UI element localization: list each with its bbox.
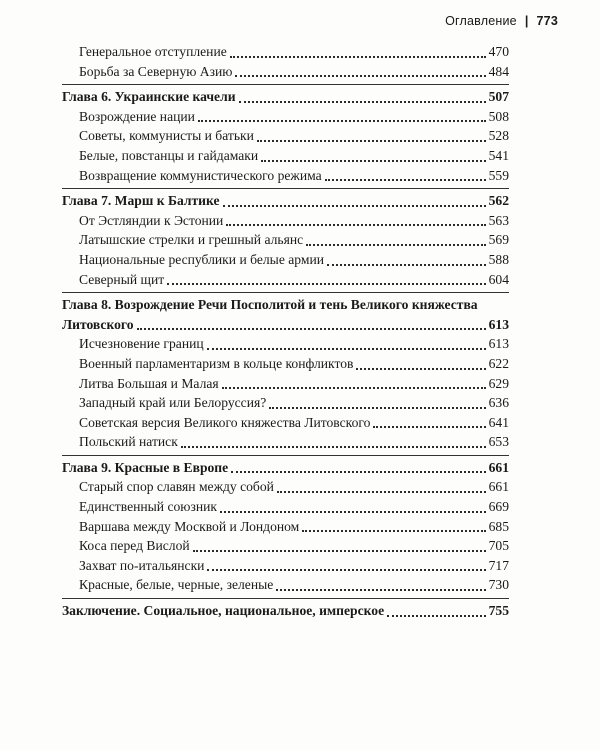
- toc-chapter-8: Литовского 613: [62, 316, 509, 332]
- dot-leader: [167, 283, 485, 285]
- toc-entry: Генеральное отступление 470: [79, 44, 509, 59]
- chapter-divider: [62, 598, 509, 599]
- dot-leader: [239, 101, 486, 103]
- dot-leader: [222, 387, 486, 389]
- dot-leader: [230, 56, 486, 58]
- dot-leader: [231, 471, 485, 473]
- chapter-divider: [62, 188, 509, 189]
- toc-entry: Коса перед Вислой 705: [79, 538, 509, 554]
- toc-entry: Возвращение коммунистического режима 559: [79, 167, 509, 183]
- dot-leader: [181, 446, 486, 448]
- dot-leader: [207, 348, 486, 350]
- toc-entry: Возрождение нации 508: [79, 108, 509, 124]
- header-page-number: 773: [536, 14, 558, 28]
- toc-entry: Борьба за Северную Азию 484: [79, 63, 509, 79]
- toc-entry: Военный парламентаризм в кольце конфликтов 622: [79, 355, 509, 371]
- header-separator: |: [524, 14, 529, 28]
- toc-entry: Национальные республики и белые армии 588: [79, 251, 509, 267]
- dot-leader: [207, 569, 485, 571]
- toc-entry: Польский натиск 653: [79, 434, 509, 450]
- dot-leader: [261, 160, 485, 162]
- dot-leader: [356, 368, 485, 370]
- dot-leader: [306, 244, 485, 246]
- dot-leader: [223, 205, 486, 207]
- header-section-title: Оглавление: [445, 14, 517, 28]
- chapter-divider: [62, 455, 509, 456]
- toc-entry: Старый спор славян между собой 661: [79, 479, 509, 495]
- dot-leader: [277, 491, 486, 493]
- toc-chapter-8-title-line1: Глава 8. Возрождение Речи Посполитой и тень Великого княжества: [62, 297, 478, 313]
- dot-leader: [327, 264, 486, 266]
- dot-leader: [137, 328, 486, 330]
- toc-entry: Белые, повстанцы и гайдамаки 541: [79, 147, 509, 163]
- dot-leader: [302, 530, 485, 532]
- dot-leader: [373, 426, 485, 428]
- dot-leader: [226, 224, 485, 226]
- toc-entry: От Эстляндии к Эстонии 563: [79, 212, 509, 228]
- toc-entry: Северный щит 604: [79, 271, 509, 287]
- dot-leader: [387, 615, 485, 617]
- toc-entry: Литва Большая и Малая 629: [79, 375, 509, 391]
- chapter-divider: [62, 292, 509, 293]
- dot-leader: [325, 179, 486, 181]
- dot-leader: [220, 511, 486, 513]
- toc-entry: Единственный союзник 669: [79, 499, 509, 515]
- chapter-divider: [62, 84, 509, 85]
- table-of-contents: [62, 42, 509, 621]
- toc-entry: Красные, белые, черные, зеленые 730: [79, 577, 509, 593]
- dot-leader: [193, 550, 486, 552]
- toc-entry: Советская версия Великого княжества Литовского 641: [79, 414, 509, 430]
- toc-entry: Исчезновение границ 613: [79, 336, 509, 352]
- running-header: [445, 14, 558, 28]
- dot-leader: [269, 407, 485, 409]
- toc-chapter-6: Глава 6. Украинские качели 507: [62, 89, 509, 105]
- toc-entry: Советы, коммунисты и батьки 528: [79, 128, 509, 144]
- dot-leader: [257, 140, 486, 142]
- toc-entry: Западный край или Белоруссия? 636: [79, 395, 509, 411]
- toc-chapter-9: Глава 9. Красные в Европе 661: [62, 459, 509, 475]
- toc-entry: Варшава между Москвой и Лондоном 685: [79, 518, 509, 534]
- toc-entry: Захват по-итальянски 717: [79, 557, 509, 573]
- dot-leader: [235, 75, 485, 77]
- toc-chapter-7: Глава 7. Марш к Балтике 562: [62, 193, 509, 209]
- toc-conclusion: Заключение. Социальное, национальное, имперское 755: [62, 603, 509, 619]
- dot-leader: [276, 589, 485, 591]
- toc-entry: Латышские стрелки и грешный альянс 569: [79, 232, 509, 248]
- dot-leader: [198, 120, 486, 122]
